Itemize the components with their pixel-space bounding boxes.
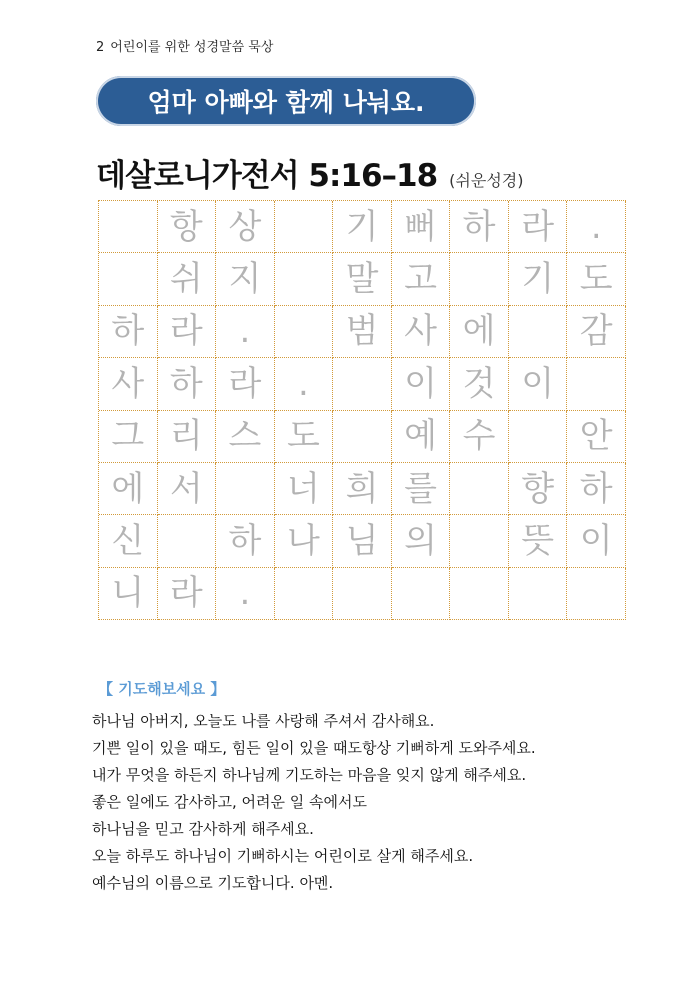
grid-cell: 지 [216, 253, 275, 305]
grid-cell: 너 [275, 463, 334, 515]
grid-cell: 항 [158, 201, 217, 253]
grid-cell: 기 [509, 253, 568, 305]
grid-cell: 감 [567, 306, 626, 358]
banner-text: 엄마 아빠와 함께 나눠요. [147, 88, 425, 117]
grid-cell: 에 [450, 306, 509, 358]
grid-cell [158, 515, 217, 567]
grid-cell [509, 306, 568, 358]
grid-cell: 쉬 [158, 253, 217, 305]
grid-cell: 수 [450, 411, 509, 463]
grid-cell: 기 [333, 201, 392, 253]
grid-cell: 그 [99, 411, 158, 463]
grid-cell: 서 [158, 463, 217, 515]
section-banner [96, 76, 476, 126]
grid-cell: . [275, 358, 334, 410]
grid-cell [99, 253, 158, 305]
grid-cell: 하 [99, 306, 158, 358]
grid-cell: 라 [158, 568, 217, 620]
grid-cell: . [216, 306, 275, 358]
grid-cell: 도 [275, 411, 334, 463]
grid-cell: 니 [99, 568, 158, 620]
grid-cell: 하 [158, 358, 217, 410]
grid-cell [450, 568, 509, 620]
grid-cell [333, 411, 392, 463]
grid-cell [275, 306, 334, 358]
grid-cell: 도 [567, 253, 626, 305]
grid-cell [275, 201, 334, 253]
grid-cell: 하 [567, 463, 626, 515]
grid-cell: 것 [450, 358, 509, 410]
grid-cell: 뜻 [509, 515, 568, 567]
prayer-line: 하나님을 믿고 감사하게 해주세요. [92, 820, 314, 838]
grid-cell [275, 568, 334, 620]
prayer-line: 좋은 일에도 감사하고, 어려운 일 속에서도 [92, 793, 367, 811]
prayer-title: 【 기도해보세요 】 [98, 680, 226, 698]
grid-cell [333, 358, 392, 410]
prayer-line: 하나님 아버지, 오늘도 나를 사랑해 주셔서 감사해요. [92, 712, 435, 730]
grid-cell: 신 [99, 515, 158, 567]
bible-version: (쉬운성경) [449, 171, 524, 190]
prayer-text [92, 708, 536, 897]
grid-cell [509, 411, 568, 463]
prayer-line: 내가 무엇을 하든지 하나님께 기도하는 마음을 잊지 않게 해주세요. [92, 766, 527, 784]
prayer-line: 오늘 하루도 하나님이 기뻐하시는 어린이로 살게 해주세요. [92, 847, 474, 865]
grid-cell [567, 568, 626, 620]
grid-cell: 예 [392, 411, 451, 463]
grid-cell [450, 515, 509, 567]
grid-cell: 사 [392, 306, 451, 358]
grid-cell [450, 253, 509, 305]
prayer-line: 기쁜 일이 있을 때도, 힘든 일이 있을 때도항상 기뻐하게 도와주세요. [92, 739, 536, 757]
grid-cell: 스 [216, 411, 275, 463]
grid-cell [333, 568, 392, 620]
grid-cell: 이 [567, 515, 626, 567]
grid-cell: 향 [509, 463, 568, 515]
grid-cell: 님 [333, 515, 392, 567]
grid-cell: 이 [509, 358, 568, 410]
grid-cell [509, 568, 568, 620]
grid-cell [275, 253, 334, 305]
grid-cell: 안 [567, 411, 626, 463]
grid-cell: 를 [392, 463, 451, 515]
grid-cell: 사 [99, 358, 158, 410]
writing-grid [98, 200, 626, 620]
grid-cell: 말 [333, 253, 392, 305]
grid-cell [216, 463, 275, 515]
page-header [96, 36, 273, 55]
grid-cell: 고 [392, 253, 451, 305]
verse-heading [96, 150, 523, 195]
grid-cell: 하 [450, 201, 509, 253]
grid-cell: 리 [158, 411, 217, 463]
grid-cell: 라 [158, 306, 217, 358]
grid-cell: 범 [333, 306, 392, 358]
grid-cell: 나 [275, 515, 334, 567]
grid-cell [450, 463, 509, 515]
grid-cell: . [567, 201, 626, 253]
grid-cell: 라 [509, 201, 568, 253]
grid-cell [99, 201, 158, 253]
grid-cell: 이 [392, 358, 451, 410]
page-number: 2 [96, 40, 105, 55]
grid-cell [567, 358, 626, 410]
prayer-line: 예수님의 이름으로 기도합니다. 아멘. [92, 874, 334, 892]
grid-cell: . [216, 568, 275, 620]
grid-cell: 뻐 [392, 201, 451, 253]
grid-cell: 의 [392, 515, 451, 567]
grid-cell: 희 [333, 463, 392, 515]
book-title: 어린이를 위한 성경말씀 묵상 [110, 40, 274, 55]
grid-cell: 하 [216, 515, 275, 567]
grid-cell [392, 568, 451, 620]
grid-cell: 에 [99, 463, 158, 515]
verse-reference: 데살로니가전서 5:16–18 [96, 158, 438, 194]
grid-cell: 라 [216, 358, 275, 410]
grid-cell: 상 [216, 201, 275, 253]
